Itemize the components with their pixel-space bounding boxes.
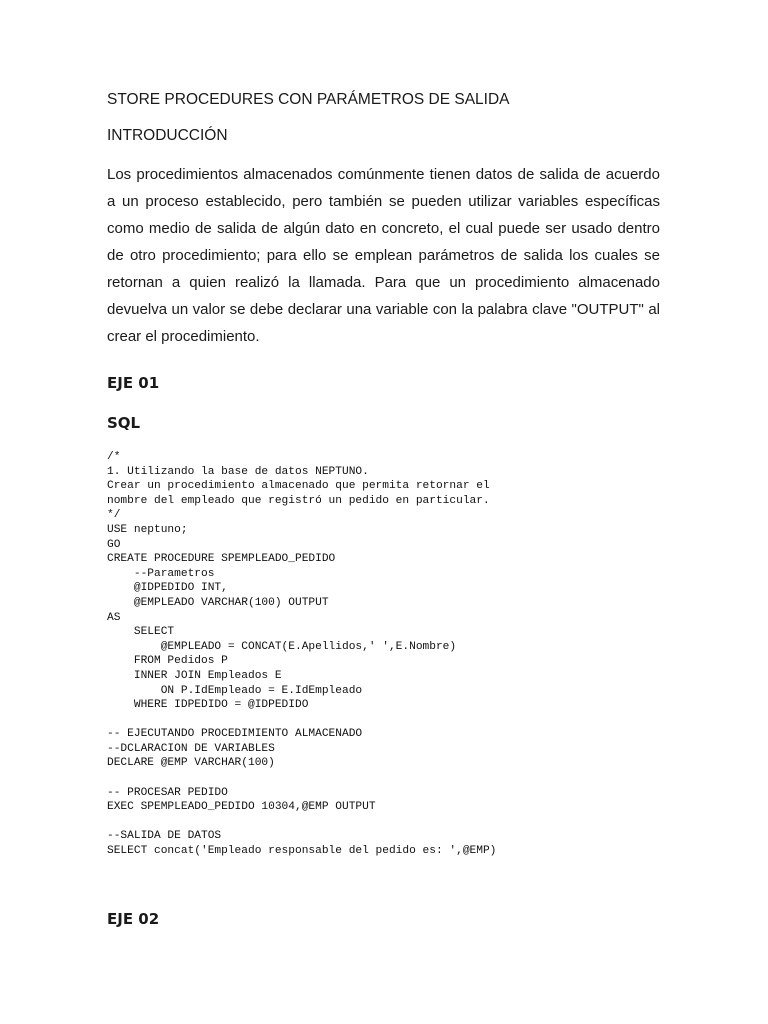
intro-line: crear el procedimiento.: [107, 328, 260, 345]
intro-line: Los procedimientos almacenados comúnmente tienen datos de salida de acuerdo: [107, 166, 660, 183]
sql-heading: SQL: [107, 414, 141, 432]
sql-code-block: /* 1. Utilizando la base de datos NEPTUNO. Crear un procedimiento almacenado que permita retornar el nombre del empleado que registró un pedido en particular. */ USE neptuno; GO CREATE PROCEDURE SPEMPLEADO_PEDIDO --Parametros @IDPEDIDO INT, @EMPLEADO VARCHAR(100) OUTPUT AS SELECT @EMPLEADO = CONCAT(E.Apellidos,' ',E.Nombre) FROM Pedidos P INNER JOIN Empleados E ON P.IdEmpleado = E.IdEmpleado WHERE IDPEDIDO = @IDPEDIDO -- EJECUTANDO PROCEDIMIENTO ALMACENADO --DCLARACION DE VARIABLES DECLARE @EMP VARCHAR(100) -- PROCESAR PEDIDO EXEC SPEMPLEADO_PEDIDO 10304,@EMP OUTPUT --SALIDA DE DATOS SELECT concat('Empleado responsable del pedido es: ',@EMP): [107, 451, 497, 858]
intro-line: a un proceso establecido, pero también se pueden utilizar variables específicas: [107, 193, 660, 210]
intro-heading: INTRODUCCIÓN: [107, 127, 228, 144]
eje-01-heading: EJE 01: [107, 374, 160, 392]
intro-paragraph: [107, 164, 660, 353]
document-title: STORE PROCEDURES CON PARÁMETROS DE SALIDA: [107, 91, 510, 108]
intro-line: retornan a quien realizó la llamada. Para que un procedimiento almacenado: [107, 274, 660, 291]
intro-line: de otro procedimiento; para ello se emplean parámetros de salida los cuales se: [107, 247, 660, 264]
intro-line: devuelva un valor se debe declarar una variable con la palabra clave "OUTPUT" al: [107, 301, 660, 318]
eje-02-heading: EJE 02: [107, 910, 160, 928]
intro-line: como medio de salida de algún dato en concreto, el cual puede ser usado dentro: [107, 220, 660, 237]
